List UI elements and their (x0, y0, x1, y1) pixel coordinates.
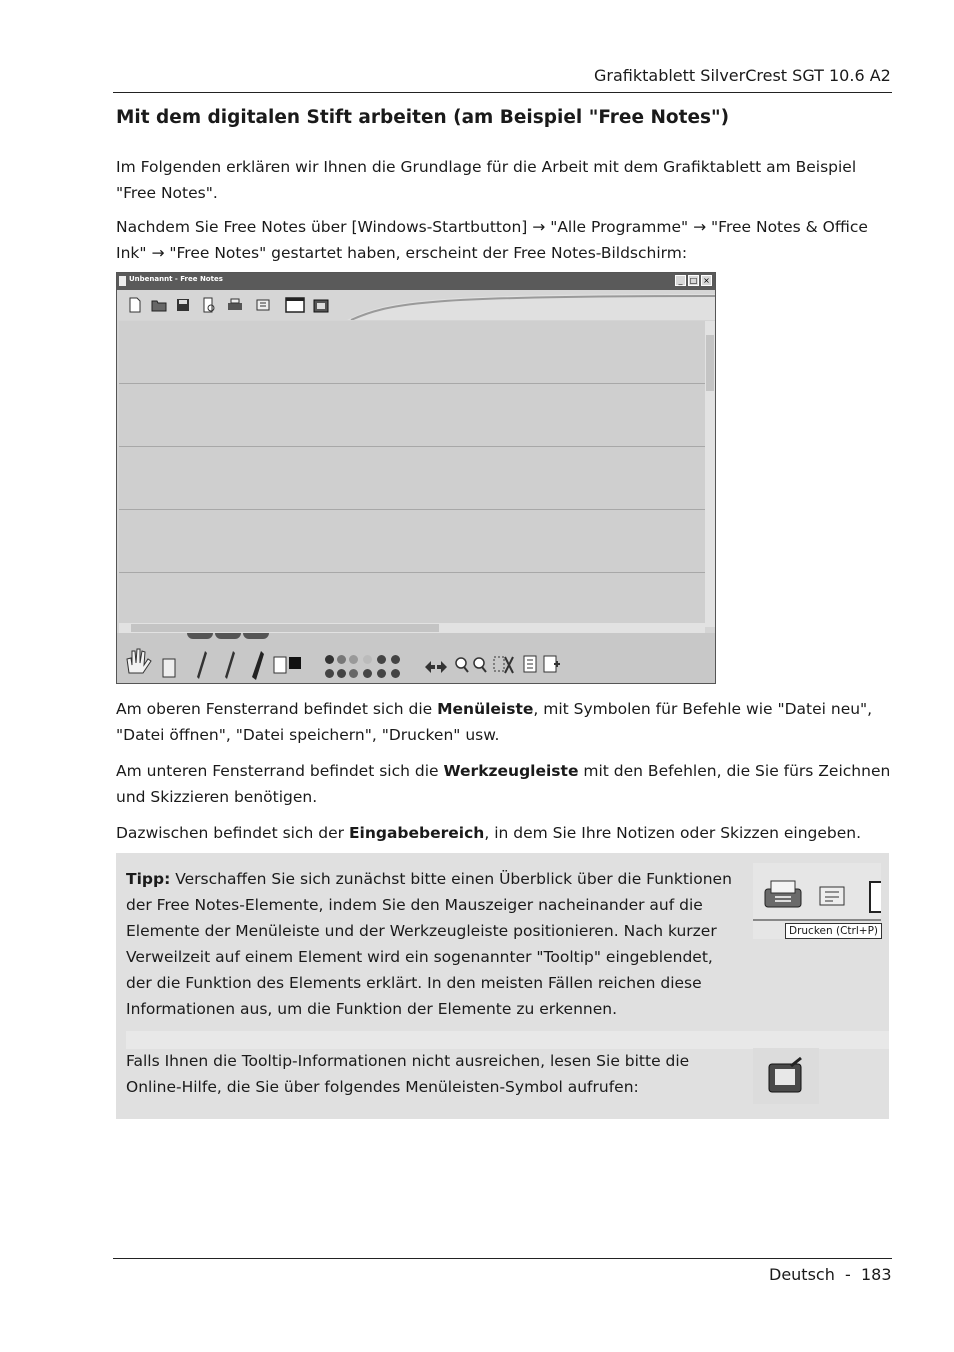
tool-bar (117, 633, 715, 683)
term-tool-bar: Werkzeugleiste (443, 762, 579, 780)
tip-label: Tipp: (126, 870, 171, 888)
text: , in dem Sie Ihre Notizen oder Skizzen eingeben. (484, 824, 862, 842)
pen-size-dot[interactable] (325, 655, 334, 664)
arrow-icon: → (532, 218, 546, 236)
tool-bar-description (116, 758, 896, 810)
save-file-icon[interactable] (175, 297, 191, 313)
nav-text-1: Nachdem Sie Free Notes über [Windows-Startbutton] (116, 218, 533, 236)
help-icon[interactable] (313, 297, 329, 313)
menu-bar-description (116, 696, 896, 748)
pen-size-dot[interactable] (363, 655, 372, 664)
vertical-scrollbar[interactable] (705, 321, 715, 627)
input-area[interactable] (119, 321, 705, 627)
menu-edge (753, 919, 881, 921)
pen-preset[interactable] (243, 633, 269, 639)
tooltip-example-image (753, 863, 881, 939)
cut-icon[interactable] (493, 655, 515, 675)
ruled-line (119, 509, 705, 510)
print-preview-icon[interactable] (201, 297, 217, 313)
new-file-icon[interactable] (127, 297, 143, 313)
maximize-icon[interactable]: □ (689, 276, 698, 285)
pencil-icon[interactable] (195, 649, 209, 681)
pen-size-dot[interactable] (337, 655, 346, 664)
arrow-icon: → (693, 218, 707, 236)
pen-size-dot[interactable] (377, 655, 386, 664)
nav-text-4: "Free Notes" gestartet haben, erscheint der Free Notes-Bildschirm: (164, 244, 688, 262)
close-icon[interactable]: × (701, 275, 712, 286)
text: Dazwischen befindet sich der (116, 824, 349, 842)
text: , mit Symbolen für Befehle wie "Datei neu", "Datei öffnen", "Datei speichern", "Drucken" usw. (116, 700, 873, 744)
ruled-line (119, 383, 705, 384)
navigation-paragraph (116, 214, 896, 266)
app-icon (119, 276, 126, 286)
term-input-area: Eingabebereich (348, 824, 485, 842)
tip-paragraph (126, 866, 736, 1022)
pen-size-dot[interactable] (391, 669, 400, 678)
header-rule (113, 92, 892, 93)
pen-size-dot[interactable] (325, 669, 334, 678)
eraser-icon[interactable] (161, 655, 177, 679)
horizontal-scrollbar[interactable] (119, 623, 705, 633)
footer-rule (113, 1258, 892, 1259)
pen-size-dot[interactable] (349, 655, 358, 664)
pen-preset[interactable] (187, 633, 213, 639)
pen-size-dot[interactable] (349, 669, 358, 678)
page-setup-icon (817, 881, 847, 909)
pen-size-dot[interactable] (363, 669, 372, 678)
minimize-icon[interactable]: _ (675, 275, 686, 286)
zoom-out-icon[interactable] (473, 657, 487, 673)
open-file-icon[interactable] (151, 297, 167, 313)
arrow-icon: → (151, 244, 165, 262)
section-heading: Mit dem digitalen Stift arbeiten (am Beispiel "Free Notes") (116, 107, 730, 128)
menu-swoosh (347, 290, 715, 320)
hand-icon[interactable] (123, 645, 153, 675)
input-area-description (116, 820, 896, 846)
tooltip-label: Drucken (Ctrl+P) (785, 923, 882, 939)
text: Am oberen Fensterrand befindet sich die (116, 700, 438, 718)
zoom-in-icon[interactable] (455, 657, 469, 673)
undo-redo-icon[interactable] (423, 659, 449, 673)
running-header: Grafiktablett SilverCrest SGT 10.6 A2 (594, 66, 891, 85)
print-icon (763, 877, 803, 911)
term-menu-bar: Menüleiste (437, 700, 534, 718)
free-notes-screenshot (116, 272, 716, 684)
print-icon[interactable] (227, 297, 243, 313)
insert-page-icon[interactable] (543, 655, 561, 673)
tip-divider (126, 1031, 889, 1049)
nav-text-3: "Free Notes & Office Ink" (116, 218, 868, 262)
page-setup-icon[interactable] (255, 297, 271, 313)
window-icon (869, 881, 881, 913)
horizontal-scroll-thumb[interactable] (131, 624, 439, 632)
text: mit den Befehlen, die Sie fürs Zeichnen und Skizzieren benötigen. (116, 762, 891, 806)
pen-size-dot[interactable] (337, 669, 346, 678)
pen-size-dot[interactable] (377, 669, 386, 678)
tip-text: Verschaffen Sie sich zunächst bitte einen Überblick über die Funktionen der Free Notes-Elemente, indem Sie den Mauszeiger nacheinander auf die Elemente der Menüleiste und der Werkzeugleiste positionieren. Nach kurzer Verweilzeit auf einem Element wird ein sogenannter "Tooltip" eingeblendet, der die Funktion des Elements erklärt. In den meisten Fällen reichen diese Informationen aus, um die Funktion der Elemente zu erkennen. (126, 870, 732, 1018)
nav-text-2: "Alle Programme" (545, 218, 694, 236)
color-palette-icon[interactable] (273, 655, 303, 677)
marker-icon[interactable] (251, 649, 265, 681)
page-footer: Deutsch - 183 (769, 1265, 892, 1284)
vertical-scroll-thumb[interactable] (706, 335, 714, 391)
help-icon (767, 1056, 805, 1094)
pen-size-dot[interactable] (391, 655, 400, 664)
help-icon-image (753, 1048, 819, 1104)
window-titlebar (117, 273, 715, 290)
pen-icon[interactable] (223, 649, 237, 681)
ruled-line (119, 446, 705, 447)
tip-box (116, 853, 889, 1119)
ruled-line (119, 572, 705, 573)
window-title: Unbenannt - Free Notes (129, 275, 223, 283)
pen-preset[interactable] (215, 633, 241, 639)
intro-paragraph: Im Folgenden erklären wir Ihnen die Grundlage für die Arbeit mit dem Grafiktablett am Beispiel "Free Notes". (116, 158, 857, 202)
text: Am unteren Fensterrand befindet sich die (116, 762, 444, 780)
page-icon[interactable] (523, 655, 537, 673)
help-paragraph: Falls Ihnen die Tooltip-Informationen nicht ausreichen, lesen Sie bitte die Online-Hilfe, die Sie über folgendes Menüleisten-Symbol aufrufen: (126, 1052, 690, 1096)
window-icon[interactable] (285, 297, 305, 313)
